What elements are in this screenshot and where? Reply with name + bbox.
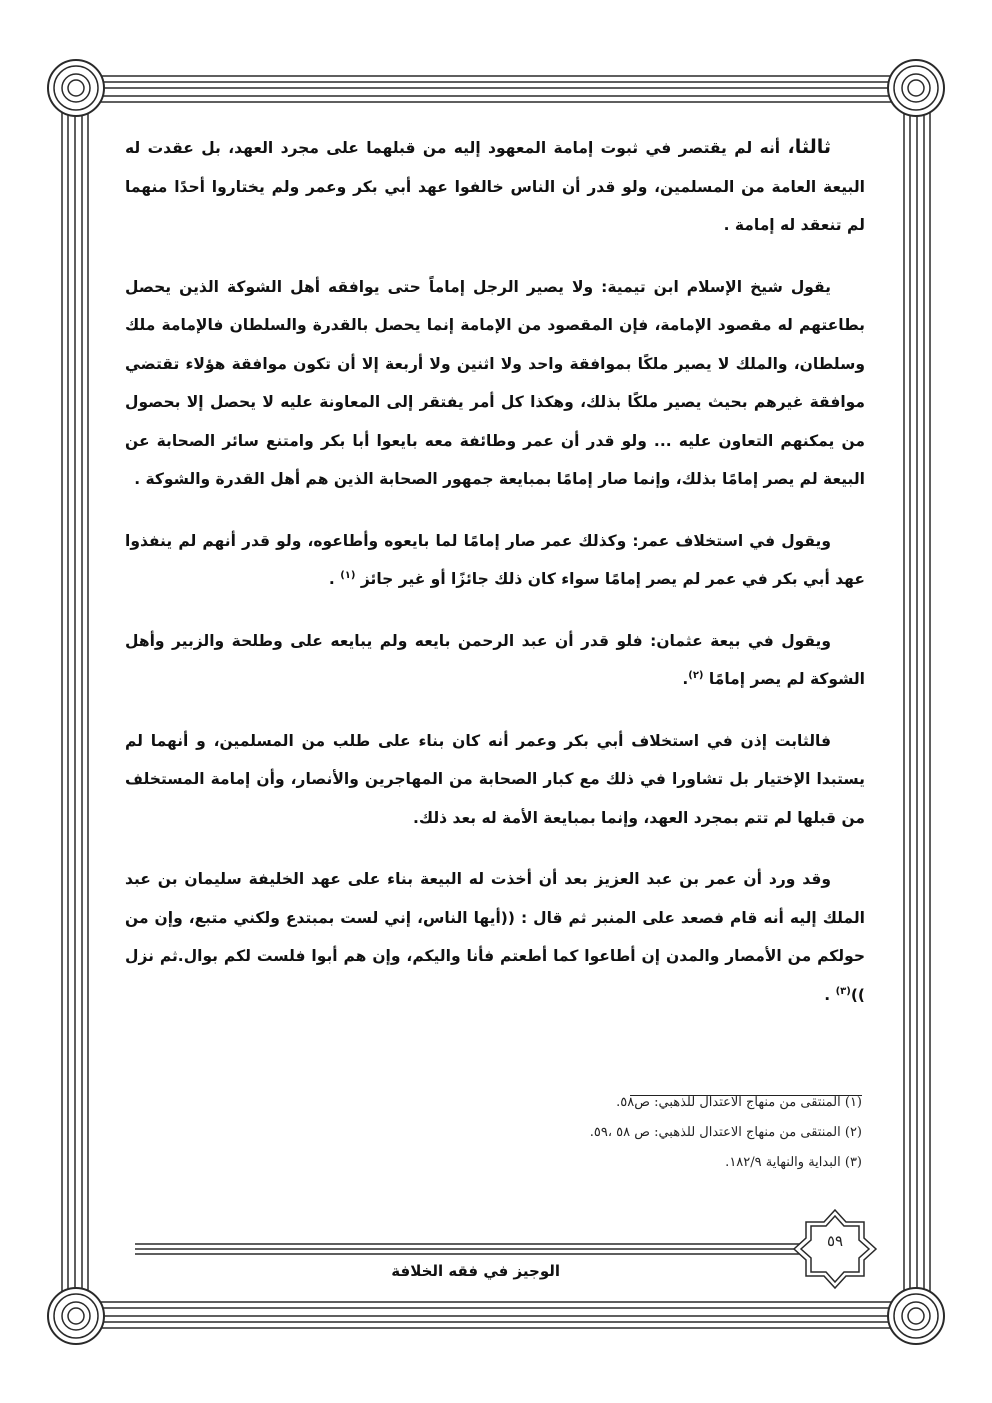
footnote-ref-1: (١) (340, 569, 356, 581)
corner-ornament-top-left (48, 60, 104, 116)
corner-ornament-bottom-right (888, 1288, 944, 1344)
paragraph-3 (125, 522, 865, 599)
paragraph-end: . (328, 570, 341, 588)
paragraph-lead-word: ثالثا، (787, 136, 831, 158)
paragraph-end: . (824, 985, 836, 1004)
footnote-3: (٣) البداية والنهاية ١٨٢/٩. (725, 1155, 862, 1170)
paragraph-text: وقد ورد أن عمر بن عبد العزيز بعد أن أخذت له البيعة بناء على عهد الخليفة سليمان بن عبد الملك إليه أنه قام فصعد على المنبر ثم قال : ((أيها الناس، إني لست بمبتدع ولكني متبع، وإن من حولكم من الأمصار والمدن إن أطاعوا كما أطعتم فأنا واليكم، وإن هم أبوا فلست لكم بوال.ثم نزل )) (125, 870, 865, 1004)
paragraph-text: ويقول في بيعة عثمان: فلو قدر أن عبد الرحمن بايعه ولم يبايعه على وطلحة والزبير وأهل الشوكة لم يصر إمامًا (125, 631, 865, 688)
corner-ornament-bottom-left (48, 1288, 104, 1344)
footnotes (320, 1088, 862, 1178)
paragraph-2 (125, 268, 865, 499)
paragraph-6 (125, 860, 865, 1014)
footnote-2: (٢) المنتقى من منهاج الاعتدال للذهبي: ص ٥٨ ،٥٩. (589, 1125, 862, 1140)
corner-ornament-top-right (888, 60, 944, 116)
paragraph-text: يقول شيخ الإسلام ابن تيمية: ولا يصير الرجل إماماً حتى يوافقه أهل الشوكة الذين يحصل بطاعتهم له مقصود الإمامة، فإن المقصود من الإمامة إنما يحصل بالقدرة والسلطان فالإمامة ملك وسلطان، والملك لا يصير ملكًا بموافقة واحد ولا اثنين ولا أربعة إلا أن تكون موافقة هؤلاء تقتضي موافقة غيرهم بحيث يصير ملكًا بذلك، وهكذا كل أمر يفتقر إلى المعاونة عليه لا يحصل إلا بحصول من يمكنهم التعاون عليه ... ولو قدر أن عمر وطائفة معه بايعوا أبا بكر وامتنع سائر الصحابة عن البيعة لم يصر إمامًا بذلك، وإنما صار إمامًا بمبايعة جمهور الصحابة الذين هم أهل القدرة والشوكة . (125, 277, 865, 488)
footnote-ref-2: (٢) (688, 669, 704, 681)
paragraph-4 (125, 622, 865, 699)
footnote-1: (١) المنتقى من منهاج الاعتدال للذهبي: ص٥٨. (616, 1095, 862, 1110)
book-title: الوجيز في فقه الخلافة (391, 1262, 560, 1280)
main-text (125, 128, 865, 1037)
paragraph-text: ويقول في استخلاف عمر: وكذلك عمر صار إمامًا لما بايعوه وأطاعوه، ولو قدر أنهم لم ينفذوا عهد أبي بكر في عمر لم يصر إمامًا سواء كان ذلك جائزًا أو غير جائز (125, 531, 865, 588)
paragraph-end: . (682, 670, 689, 688)
page-number: ٥٩ (826, 1232, 844, 1250)
footnote-ref-3: (٣) (835, 985, 851, 997)
paragraph-5 (125, 722, 865, 838)
paragraph-1 (125, 128, 865, 245)
paragraph-text: فالثابت إذن في استخلاف أبي بكر وعمر أنه كان بناء على طلب من المسلمين، و أنهما لم يستبدا الإختيار بل تشاورا في ذلك مع كبار الصحابة من المهاجرين والأنصار، وأن إمامة المستخلف من قبلها لم تتم بمجرد العهد، وإنما بمبايعة الأمة له بعد ذلك. (125, 731, 865, 827)
paragraph-text: أنه لم يقتصر في ثبوت إمامة المعهود إليه من قبلهما على مجرد العهد، بل عقدت له البيعة العامة من المسلمين، ولو قدر أن الناس خالفوا عهد أبي بكر وعمر ولم يختاروا أحدًا منهما لم تنعقد له إمامة . (125, 139, 865, 234)
